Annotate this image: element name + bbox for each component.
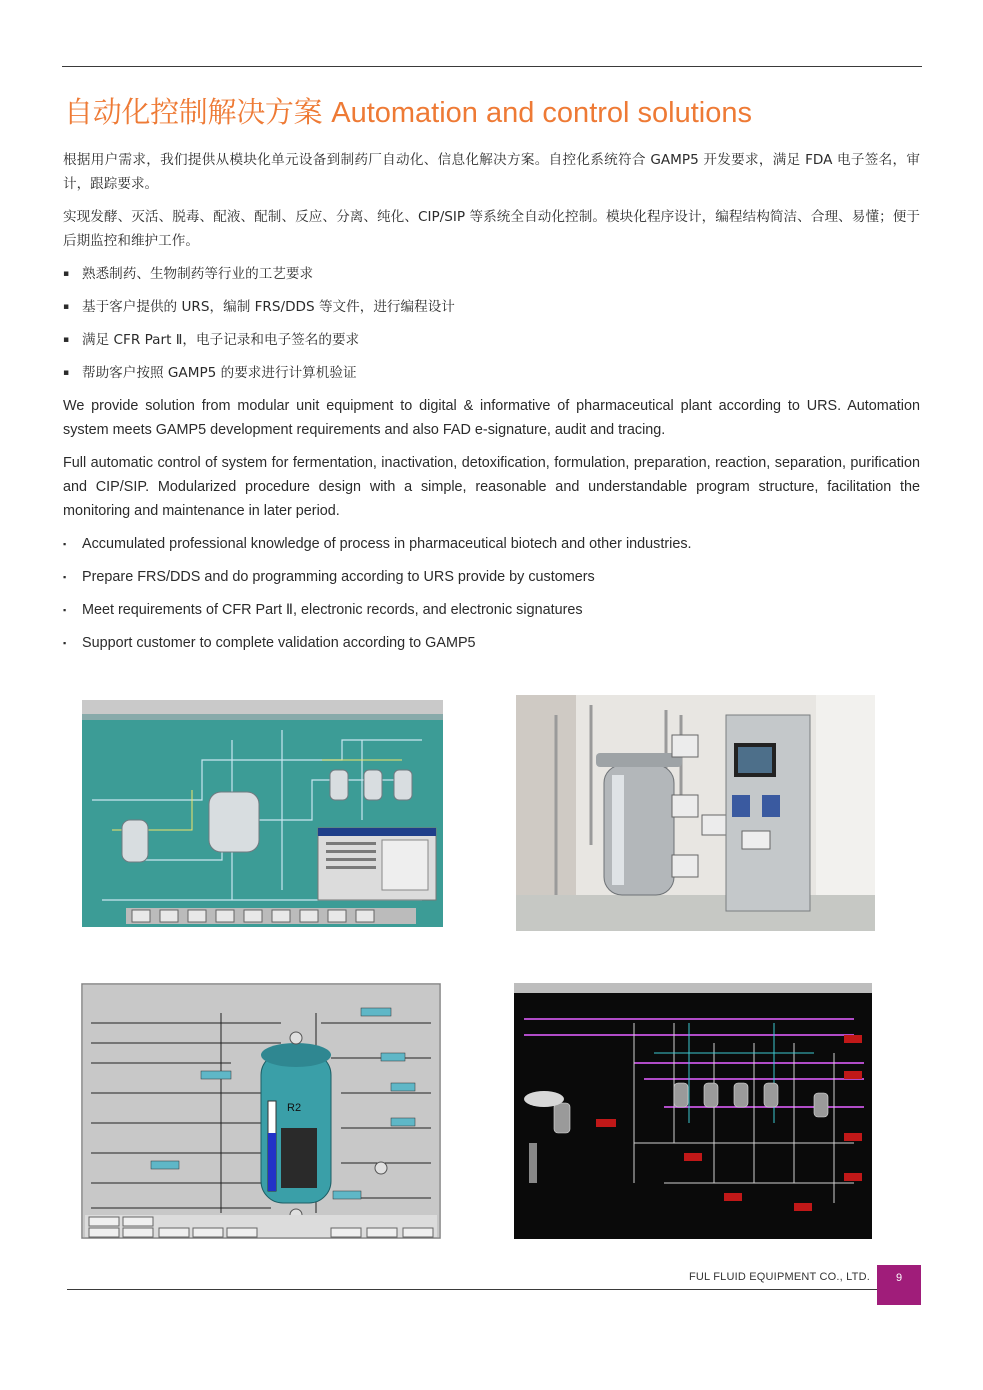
cn-paragraph-2: 实现发酵、灭活、脱毒、配液、配制、反应、分离、纯化、CIP/SIP 等系统全自动化控制。模块化程序设计，编程结构简洁、合理、易懂；便于后期监控和维护工作。: [63, 209, 920, 249]
bioreactor-photo: [516, 695, 875, 931]
cn-paragraph-1: 根据用户需求，我们提供从模块化单元设备到制药厂自动化、信息化解决方案。自控化系统符合 GAMP5 开发要求，满足 FDA 电子签名，审计，跟踪要求。: [63, 152, 920, 192]
hmi-dark-process-screenshot: [514, 983, 872, 1239]
top-rule: [62, 66, 922, 67]
reactor-vessel-label: R2: [287, 1102, 302, 1114]
en-bullet-item: ▪ Support customer to complete validation according to GAMP5: [63, 631, 920, 655]
hmi-reactor-screenshot: [81, 983, 441, 1239]
bottom-rule: [67, 1289, 877, 1290]
footer-company-name: FUL FLUID EQUIPMENT CO., LTD.: [688, 1271, 870, 1283]
en-bullet-item: ▪ Accumulated professional knowledge of process in pharmaceutical biotech and other industries.: [63, 532, 920, 556]
cn-bullet-list: [63, 262, 920, 385]
en-bullet-item: ▪ Prepare FRS/DDS and do programming according to URS provide by customers: [63, 565, 920, 589]
body-content: [63, 148, 920, 664]
cn-bullet-item: ▪ 满足 CFR Part Ⅱ，电子记录和电子签名的要求: [63, 328, 920, 352]
hmi-plant-screenshot: [82, 700, 443, 927]
cn-bullet-item: ▪ 帮助客户按照 GAMP5 的要求进行计算机验证: [63, 361, 920, 385]
page-number-badge: 9: [877, 1265, 921, 1305]
en-paragraph-1: We provide solution from modular unit equipment to digital & informative of pharmaceutical plant according to URS. Automation system meets GAMP5 development requirements and also FAD e-signature, audit and tracing.: [63, 398, 920, 438]
cn-bullet-item: ▪ 熟悉制药、生物制药等行业的工艺要求: [63, 262, 920, 286]
en-paragraph-2: Full automatic control of system for fermentation, inactivation, detoxification, formulation, preparation, reaction, separation, purification and CIP/SIP. Modularized procedure design with a simple, reasonable and understandable program structure, facilitation the monitoring and maintenance in later period.: [63, 455, 920, 519]
page-title-cn: 自动化控制解决方案: [64, 95, 323, 129]
page-title: [64, 90, 752, 131]
page-title-en: Automation and control solutions: [331, 97, 752, 129]
en-bullet-item: ▪ Meet requirements of CFR Part Ⅱ, electronic records, and electronic signatures: [63, 598, 920, 622]
en-bullet-list: [63, 532, 920, 655]
cn-bullet-item: ▪ 基于客户提供的 URS，编制 FRS/DDS 等文件，进行编程设计: [63, 295, 920, 319]
